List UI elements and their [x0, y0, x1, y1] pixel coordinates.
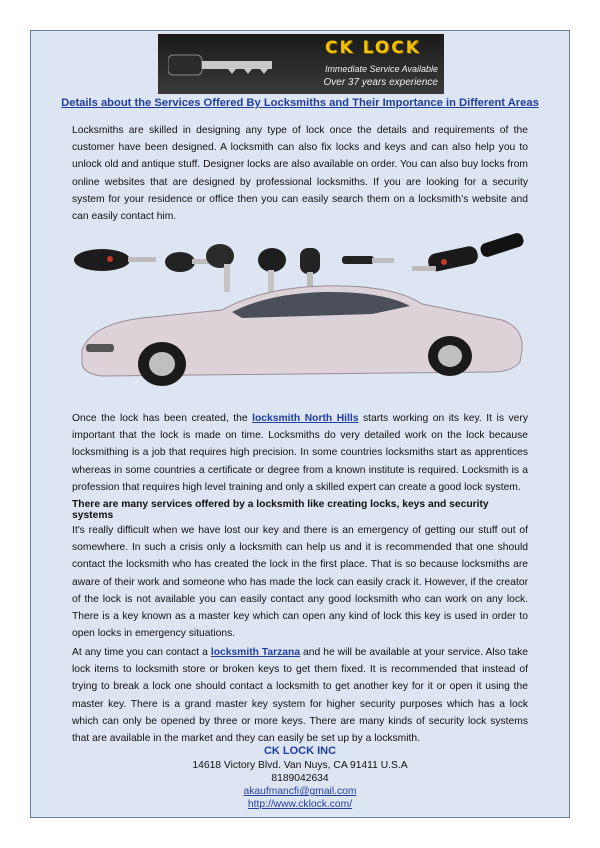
car-and-keys-image	[72, 232, 528, 394]
document-title: Details about the Services Offered By Locksmiths and Their Importance in Different Areas	[61, 97, 539, 109]
ck-lock-banner	[158, 34, 444, 94]
paragraph-tarzana-text-b: and he will be available at your service. Also take lock items to locksmith store or broken keys to get them fixed. It is recommended that instead of trying to break a lock one should contact a locksmith to get another key for it or open it using the master key. There is a grand master key system for higher security purposes which has a lock which can only be opened by three or more keys. There are many kinds of security lock systems that are available in the market and they can easily be set up by a locksmith.	[72, 647, 529, 745]
footer-address: 14618 Victory Blvd. Van Nuys, CA 91411 U.S.A	[192, 760, 408, 771]
footer-website-link[interactable]: http://www.cklock.com/	[247, 799, 353, 810]
paragraph-tarzana-text-a: At any time you can contact a	[72, 647, 211, 658]
locksmith-tarzana-link[interactable]: locksmith Tarzana	[210, 647, 301, 658]
footer-company-name: CK LOCK INC	[263, 745, 337, 757]
banner-tagline-service: Immediate Service Available	[324, 64, 438, 74]
banner-brand: CK LOCK	[325, 38, 421, 58]
paragraph-tarzana	[72, 644, 528, 747]
paragraph-intro: Locksmiths are skilled in designing any type of lock once the details and requirements of the customer have been designed. A locksmith can also fix locks and keys and can also help you to unlock old and antique stuff. Designer locks are also available on order. You can also buy locks from online websites that are designed by professional locksmiths. If you are looking for a security system for your residence or office then you can easily search them on a locksmith’s website and can easily contact him.	[72, 125, 528, 223]
flat-key-2	[206, 244, 234, 292]
footer-phone: 8189042634	[271, 773, 329, 784]
sedan-car	[82, 286, 522, 386]
paragraph-emergency: It's really difficult when we have lost our key and there is an emergency of getting our stuff out of somewhere. In such a crisis only a locksmith can help us and it is recommended that one should contact the locksmith who has created the lock in the first place. That is so because locksmiths are aware of their work and someone who has made the lock can easily crack it. However, if the creator of the lock is not available you can easily contact any good locksmith who can work on any lock. There is a key known as a master key which can open any kind of lock this key is used in order to open locks in emergency situations.	[72, 525, 528, 640]
banner-tagline-experience: Over 37 years experience	[323, 77, 438, 88]
flat-key-5	[342, 256, 394, 264]
locksmith-north-hills-link[interactable]: locksmith North Hills	[252, 413, 359, 424]
car-key-fob-left	[74, 249, 156, 271]
paragraph-north-hills	[72, 410, 528, 496]
services-heading: There are many services offered by a locksmith like creating locks, keys and security systems	[72, 499, 489, 521]
footer-email-link[interactable]: akaufmancfi@gmail.com	[243, 786, 357, 797]
paragraph-north-hills-text-b: starts working on its key. It is very important that the lock is made on time. Locksmiths do very detailed work on the lock because locksmithing is a job that requires high precision. In some countries locksmiths start as apprentices whereas in some countries a certificate or degree from a known institute is required. Locksmith is a profession that requires high level training and only a skilled expert can create a good lock system.	[72, 413, 528, 493]
car-key-fob-right	[412, 232, 525, 273]
paragraph-north-hills-text-a: Once the lock has been created, the	[72, 413, 253, 424]
key-icon	[168, 52, 278, 78]
